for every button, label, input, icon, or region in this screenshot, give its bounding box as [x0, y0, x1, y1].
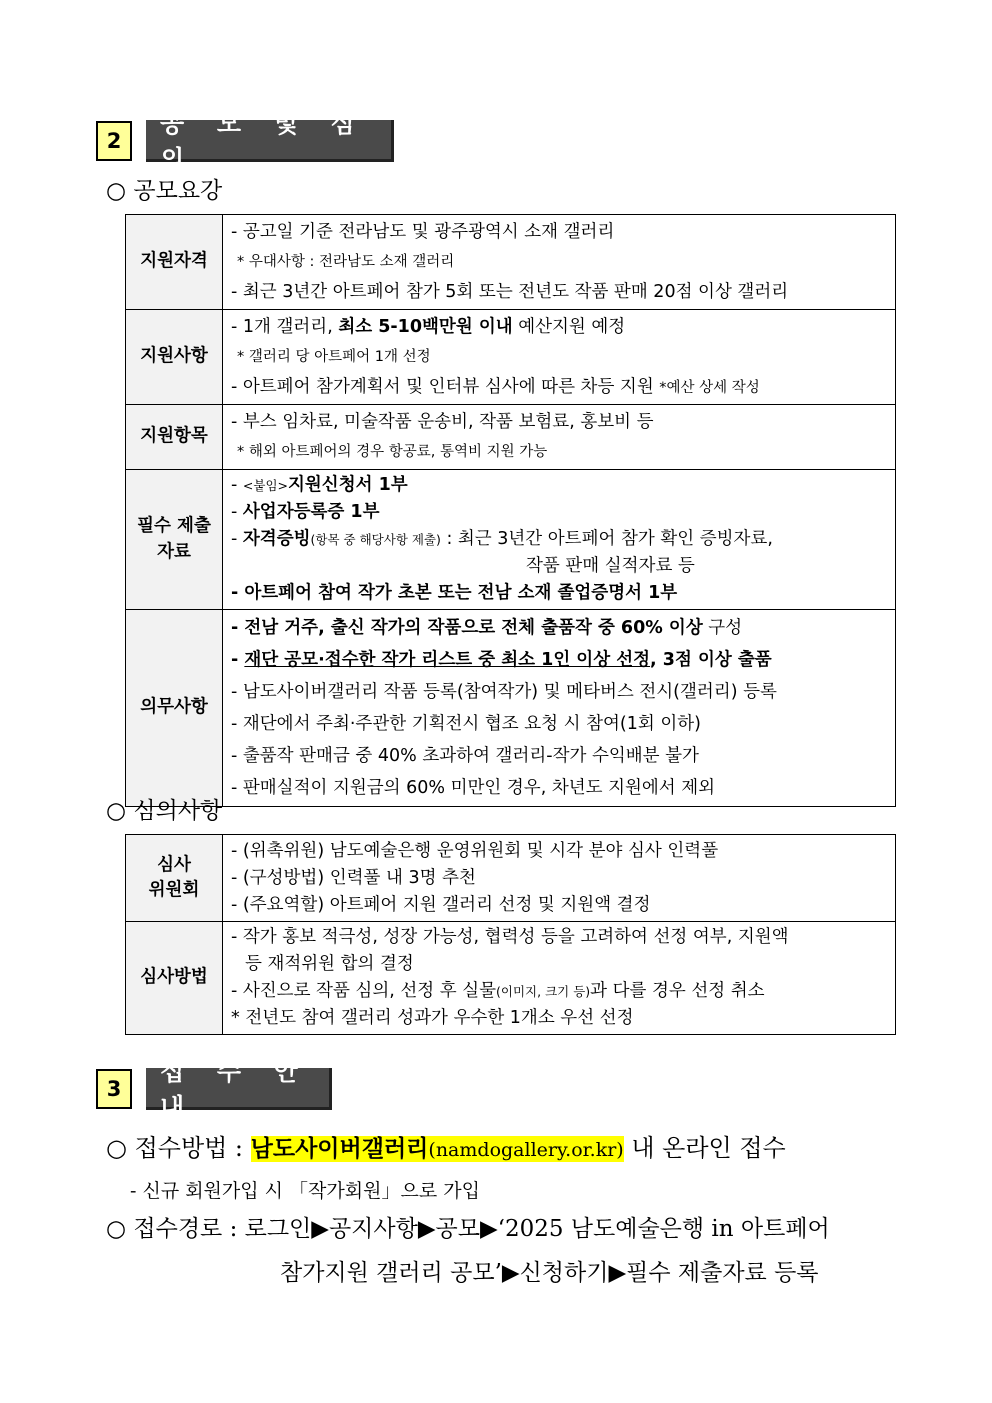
text-bold: 최소 5-10백만원 이내: [338, 317, 513, 337]
row-content: [223, 470, 896, 610]
row-label: 지원자격: [126, 215, 223, 310]
review-heading: ○ 심의사항: [106, 798, 223, 824]
section-2-number: 2: [96, 121, 132, 161]
content-line: - 최근 3년간 아트페어 참가 5회 또는 전년도 작품 판매 20점 이상 갤러리: [231, 282, 789, 302]
text-part: -: [231, 529, 243, 549]
method-prefix: ○ 접수방법 :: [106, 1134, 251, 1162]
content-line: [231, 612, 895, 644]
content-line: - (구성방법) 인력풀 내 3명 추천: [231, 867, 476, 888]
content-line: - 판매실적이 지원금의 60% 미만인 경우, 차년도 지원에서 제외: [231, 778, 716, 798]
row-content: [223, 215, 896, 310]
row-label: 지원항목: [126, 405, 223, 470]
content-line: [231, 372, 895, 402]
content-line: - 작가 홍보 적극성, 성장 가능성, 협력성 등을 고려하여 선정 여부, 지원액: [231, 927, 789, 947]
content-line: - (위촉위원) 남도예술은행 운영위원회 및 시각 분야 심사 인력풀: [231, 840, 719, 861]
row-content: [223, 405, 896, 470]
row-content: [223, 610, 896, 807]
content-line: - 남도사이버갤러리 작품 등록(참여작가) 및 메타버스 전시(갤러리) 등록: [231, 682, 777, 702]
row-content: [223, 922, 896, 1035]
requirements-table: [125, 214, 896, 807]
row-label-line: 자료: [157, 541, 191, 562]
gallery-name: 남도사이버갤러리: [250, 1136, 429, 1162]
table-row: [126, 835, 896, 922]
content-line: - 공고일 기준 전라남도 및 광주광역시 소재 갤러리: [231, 222, 615, 242]
requirements-heading: ○ 공모요강: [106, 178, 223, 204]
section-3-header: [96, 1056, 332, 1122]
submission-route-line1: ○ 접수경로 : 로그인▶공지사항▶공모▶‘2025 남도예술은행 in 아트페어: [106, 1216, 830, 1242]
table-row: [126, 470, 896, 610]
content-line: - 부스 임차료, 미술작품 운송비, 작품 보험료, 홍보비 등: [231, 412, 654, 432]
text-part: - 사진으로 작품 심의, 선정 후 실물: [231, 981, 497, 1001]
row-label-line: 필수 제출: [137, 516, 211, 537]
row-label: 지원사항: [126, 310, 223, 405]
section-3-number: 3: [96, 1069, 132, 1109]
method-suffix: 내 온라인 접수: [623, 1134, 786, 1162]
table-row: [126, 610, 896, 807]
text-part: - 아트페어 참가계획서 및 인터뷰 심사에 따른 차등 지원: [231, 377, 660, 397]
text-part: -: [231, 502, 243, 522]
text-underlined: 재단 공모·접수한 작가 리스트 중 최소 1인 이상 선정: [244, 650, 651, 670]
row-label: 심사방법: [126, 922, 223, 1035]
content-line: * 전년도 참여 갤러리 성과가 우수한 1개소 우선 선정: [231, 1008, 634, 1028]
submission-route-line2: 참가지원 갤러리 공모’▶신청하기▶필수 제출자료 등록: [280, 1260, 819, 1286]
content-line: - 아트페어 참여 작가 초본 또는 전남 소재 졸업증명서 1부: [231, 583, 678, 603]
text-bold: 지원신청서 1부: [288, 475, 408, 495]
text-part: - 1개 갤러리,: [231, 317, 339, 337]
section-3-title: 접 수 안 내: [146, 1068, 332, 1110]
content-line: [231, 644, 895, 676]
content-line: - 재단에서 주최·주관한 기획전시 협조 요청 시 참여(1회 이하): [231, 714, 701, 734]
text-part: -: [231, 650, 245, 670]
text-small: (이미지, 크기 등): [496, 984, 591, 999]
row-label: [126, 470, 223, 610]
row-label-line: 위원회: [148, 880, 200, 900]
content-line: [231, 526, 895, 553]
submission-sub-note: - 신규 회원가입 시 「작가회원」으로 가입: [130, 1180, 480, 1202]
method-highlight: [251, 1136, 624, 1162]
text-part: -: [231, 475, 243, 495]
text-bold: 자격증빙: [242, 529, 311, 549]
table-row: [126, 922, 896, 1035]
content-line: [231, 312, 895, 342]
content-line: 작품 판매 실적자료 등: [526, 556, 695, 576]
table-row: [126, 215, 896, 310]
text-small: (항목 중 해당사항 제출): [310, 532, 441, 547]
row-label: [126, 835, 223, 922]
text-bold: 사업자등록증 1부: [242, 502, 380, 522]
text-small: *예산 상세 작성: [659, 380, 760, 396]
text-part: , 3점 이상 출품: [650, 650, 772, 670]
review-table: [125, 834, 896, 1035]
section-2-title: 공 모 및 심 의: [146, 120, 394, 162]
gallery-url: (namdogallery.or.kr): [428, 1139, 624, 1161]
text-bold: - 전남 거주, 출신 작가의 작품으로 전체 출품작 중 60% 이상: [231, 618, 703, 638]
section-2-header: [96, 108, 394, 174]
row-content: [223, 310, 896, 405]
text-part: 예산지원 예정: [512, 317, 626, 337]
content-line: - 출품작 판매금 중 40% 초과하여 갤러리-작가 수익배분 불가: [231, 746, 699, 766]
submission-method: [106, 1128, 786, 1163]
content-line: [231, 978, 895, 1005]
table-row: [126, 405, 896, 470]
text-part: 과 다를 경우 선정 취소: [590, 981, 765, 1001]
table-row: [126, 310, 896, 405]
content-line: [231, 472, 895, 499]
text-small: <붙임>: [242, 478, 288, 493]
content-line: * 해외 아트페어의 경우 항공료, 통역비 지원 가능: [237, 444, 548, 460]
content-line: * 갤러리 당 아트페어 1개 선정: [237, 349, 431, 365]
content-line: 등 재적위원 합의 결정: [245, 954, 414, 974]
text-part: 구성: [702, 618, 743, 638]
content-line: - (주요역할) 아트페어 지원 갤러리 선정 및 지원액 결정: [231, 894, 651, 915]
row-content: [223, 835, 896, 922]
text-part: : 최근 3년간 아트페어 참가 확인 증빙자료,: [440, 529, 773, 549]
content-line: [231, 499, 895, 526]
row-label: 의무사항: [126, 610, 223, 807]
content-line: * 우대사항 : 전라남도 소재 갤러리: [237, 254, 455, 270]
row-label-line: 심사: [157, 854, 191, 875]
